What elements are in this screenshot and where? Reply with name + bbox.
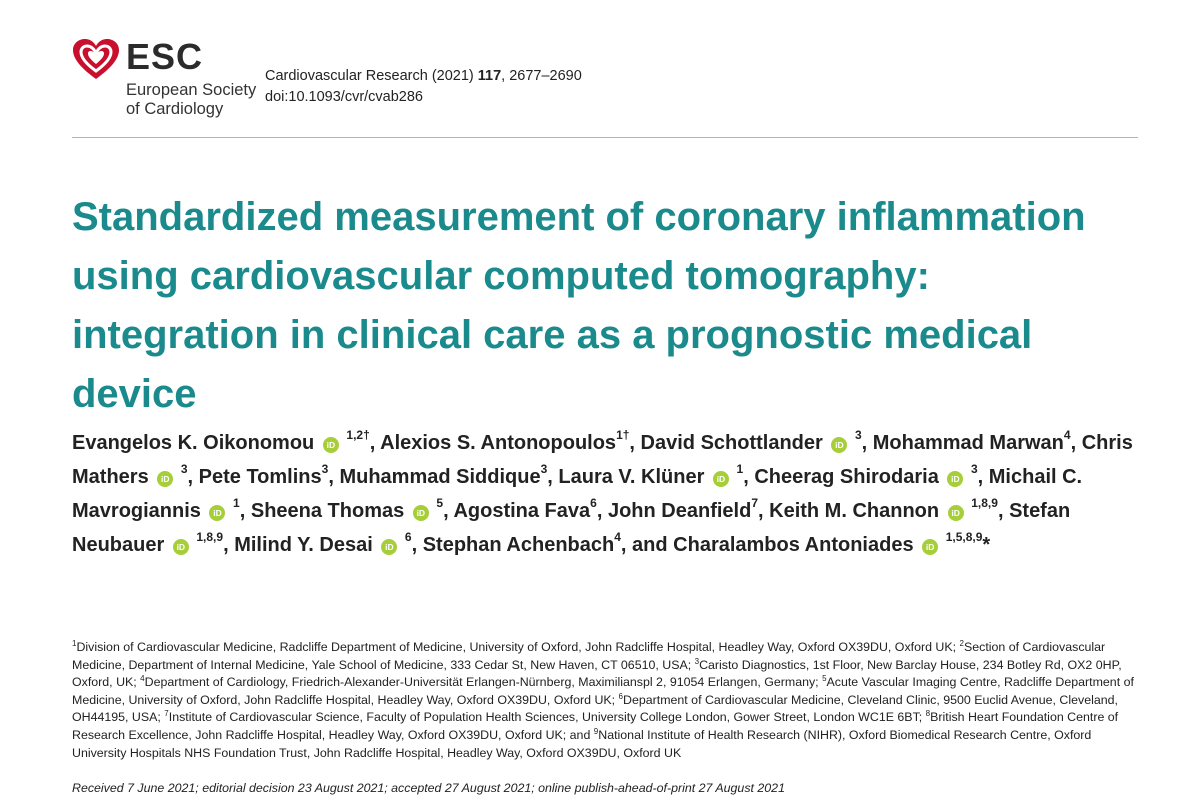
author-separator: , [239,500,251,522]
author-name: Michail C. Mavrogiannis [72,466,1083,522]
orcid-icon[interactable]: iD [209,505,225,521]
orcid-icon[interactable]: iD [323,437,339,453]
author-separator: , and [620,534,674,556]
citation-line [265,66,582,87]
author-name: Charalambos Antoniades [673,534,914,556]
author-affiliation-marker: 1,2† [346,428,370,443]
orcid-icon[interactable]: iD [157,471,173,487]
citation-doi[interactable]: doi:10.1093/cvr/cvab286 [265,89,423,105]
author-affiliation-marker: 1 [233,496,240,511]
author-name: Muhammad Siddique [339,466,541,488]
affiliation-text: Section of Cardiovascular Medicine, Department of Internal Medicine, Yale School of Medicine, 333 Cedar St, New Haven, CT 06510, USA; [72,640,1106,672]
orcid-icon[interactable]: iD [922,539,938,555]
author-separator: , [629,432,641,454]
author-separator: , [861,432,873,454]
author-affiliation-marker: 4 [1063,428,1071,443]
affiliations [72,639,1138,762]
citation-journal: Cardiovascular Research (2021) [265,68,478,84]
author-name: Stephan Achenbach [422,534,615,556]
affiliation-number: 8 [925,709,931,719]
author-separator: , [328,466,340,488]
affiliation-number: 5 [822,674,827,684]
header-divider [72,137,1138,138]
author-name: Cheerag Shirodaria [754,466,939,488]
author-separator: , [411,534,423,556]
author-separator: , [1070,432,1082,454]
author-name: Agostina Fava [453,500,591,522]
author-affiliation-marker: 6 [590,496,597,511]
affiliation-number: 7 [164,709,169,719]
affiliation-text: Acute Vascular Imaging Centre, Radcliffe Department of Medicine, University of Oxford, John Radcliffe Hospital, Headley Way, Oxford OX39DU, Oxford UK; [72,675,1134,707]
received-dates: Received 7 June 2021; editorial decision 23 August 2021; accepted 27 August 2021; online publish-ahead-of-print 27 August 2021 [72,781,785,795]
affiliation-number: 1 [72,638,77,648]
author-affiliation-marker: 1 [736,462,744,477]
journal-citation [265,66,582,108]
affiliation-text: Caristo Diagnostics, 1st Floor, New Barclay House, 234 Botley Rd, OX2 0HP, Oxford, UK; [72,657,1122,690]
author-affiliation-marker: 3 [180,462,188,477]
author-name: Milind Y. Desai [234,534,373,556]
author-name: Mohammad Marwan [872,432,1064,454]
affiliation-text: Department of Cardiology, Friedrich-Alexander-Universität Erlangen-Nürnberg, Maximilianspl 2, 91054 Erlangen, Germany; [144,675,823,690]
logo-society-line1: European Society [126,81,257,99]
logo-society-line2: of Cardiology [126,100,224,118]
affiliation-text: Department of Cardiovascular Medicine, Cleveland Clinic, 9500 Euclid Avenue, Cleveland, OH44195, USA; [72,692,1118,725]
author-affiliation-marker: 7 [751,496,758,511]
author-list [72,426,1152,562]
author-affiliation-marker: 3 [321,462,329,477]
author-affiliation-marker: 1† [616,428,630,443]
orcid-icon[interactable]: iD [713,471,729,487]
logo-abbreviation: ESC [126,36,204,77]
author-name: Stefan Neubauer [72,500,1071,556]
affiliation-text: National Institute of Health Research (NIHR), Oxford Biomedical Research Centre, Oxford University Hospitals NHS Foundation Trust, John Radcliffe Hospital, Headley Way, Oxford OX39DU, Oxford UK [72,727,1092,760]
affiliation-text: Division of Cardiovascular Medicine, Radcliffe Department of Medicine, University of Oxford, John Radcliffe Hospital, Headley Way, Oxford OX39DU, Oxford UK; [76,640,960,654]
author-affiliation-marker: 3 [854,428,862,443]
affiliation-number: 4 [140,674,145,684]
author-separator: , [223,534,235,556]
author-name: Evangelos K. Oikonomou [72,432,315,454]
citation-pages: , 2677–2690 [501,68,582,84]
orcid-icon[interactable]: iD [831,437,847,453]
author-name: Pete Tomlins [198,466,322,488]
author-separator: , [743,466,755,488]
author-name: Sheena Thomas [250,500,405,522]
author-affiliation-marker: 1,8,9 [196,530,224,545]
orcid-icon[interactable]: iD [173,539,189,555]
orcid-icon[interactable]: iD [381,539,397,555]
author-name: Alexios S. Antonopoulos [380,432,617,454]
author-separator: , [977,466,989,488]
author-name: John Deanfield [607,500,752,522]
author-separator: , [997,500,1010,522]
author-name: Keith M. Channon [769,500,940,522]
author-separator: , [187,466,199,488]
author-separator: , [443,500,454,522]
article-title: Standardized measurement of coronary inflammation using cardiovascular computed tomography: integration in clinical care as a prognostic medical device [72,195,1086,416]
author-name: David Schottlander [640,432,823,454]
author-affiliation-marker: 6 [404,530,412,545]
author-name: Laura V. Klüner [558,466,705,488]
author-affiliation-marker: 3 [970,462,978,477]
esc-logo[interactable] [72,36,272,126]
author-separator: * [982,534,991,556]
author-affiliation-marker: 1,5,8,9 [945,530,983,545]
author-affiliation-marker: 3 [540,462,548,477]
author-affiliation-marker: 1,8,9 [971,496,998,511]
author-affiliation-marker: 5 [436,496,444,511]
author-separator: , [758,500,770,522]
affiliation-number: 6 [618,691,623,701]
author-separator: , [596,500,608,522]
citation-volume: 117 [477,68,502,84]
heart-icon [72,38,120,82]
logo-society-name [126,81,256,119]
affiliation-text: Institute of Cardiovascular Science, Faculty of Population Health Sciences, University College London, Gower Street, London WC1E 6BT; [168,710,926,725]
affiliation-number: 2 [959,638,964,648]
author-separator: , [369,432,381,454]
author-affiliation-marker: 4 [614,530,621,545]
orcid-icon[interactable]: iD [947,471,963,487]
orcid-icon[interactable]: iD [948,505,964,521]
author-separator: , [547,466,559,488]
author-name: Chris Mathers [72,432,1133,488]
affiliation-number: 9 [593,726,599,736]
affiliation-number: 3 [694,656,700,666]
affiliation-text: British Heart Foundation Centre of Research Excellence, John Radcliffe Hospital, Headley Way, Oxford OX39DU, Oxford UK; and [72,710,1119,742]
orcid-icon[interactable]: iD [413,505,429,521]
journal-header [72,36,1138,136]
